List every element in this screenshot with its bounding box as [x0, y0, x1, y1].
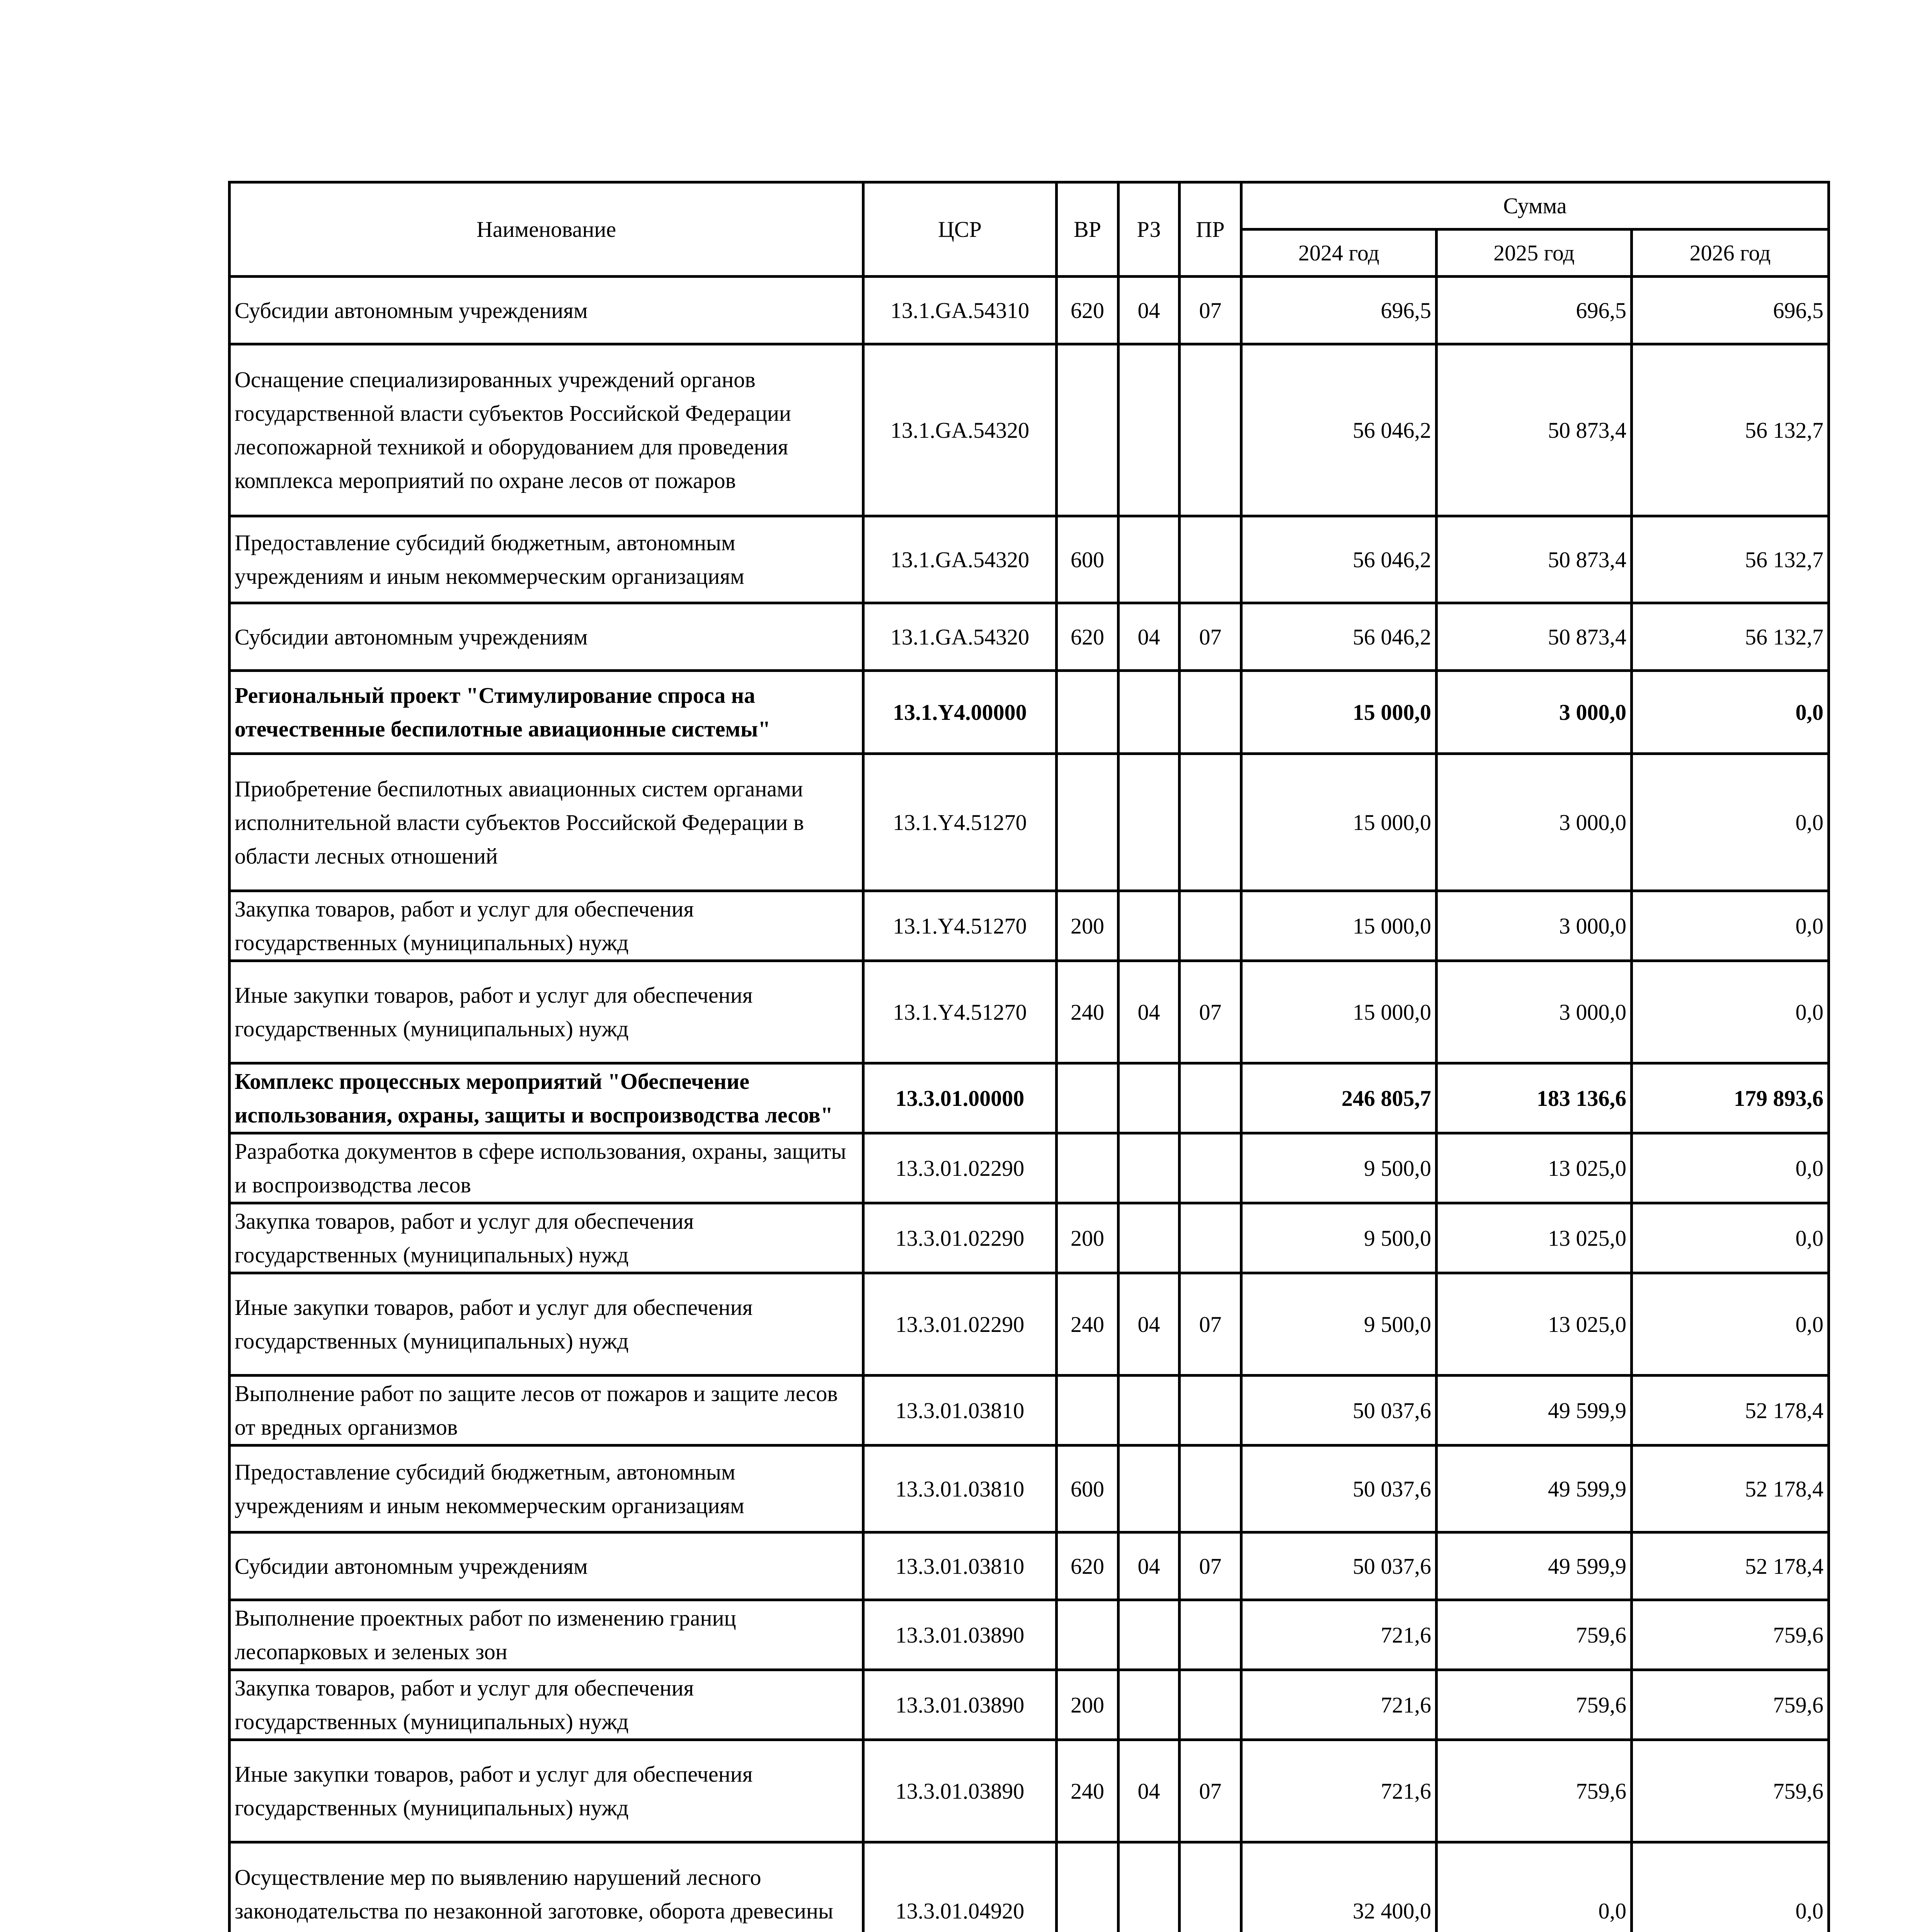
- row-sum-2026: 0,0: [1632, 754, 1829, 891]
- row-name: Выполнение работ по защите лесов от пожаров и защите лесов от вредных организмов: [230, 1376, 863, 1446]
- row-sum-2024: 56 046,2: [1241, 344, 1437, 516]
- table-row: [230, 1532, 1829, 1600]
- table-row: [230, 1203, 1829, 1273]
- row-vr: 600: [1057, 516, 1119, 603]
- row-rz: [1119, 1063, 1180, 1133]
- row-sum-2026: 759,6: [1632, 1600, 1829, 1670]
- row-sum-2026: 56 132,7: [1632, 516, 1829, 603]
- table-row: [230, 1446, 1829, 1532]
- row-name: Региональный проект "Стимулирование спроса на отечественные беспилотные авиационные системы": [230, 671, 863, 754]
- row-vr: 600: [1057, 1446, 1119, 1532]
- row-sum-2024: 50 037,6: [1241, 1376, 1437, 1446]
- row-pr: 07: [1180, 1740, 1241, 1842]
- row-pr: [1180, 1842, 1241, 1932]
- header-sum: Сумма: [1241, 182, 1829, 230]
- table-row: [230, 516, 1829, 603]
- row-name: Субсидии автономным учреждениям: [230, 603, 863, 671]
- row-sum-2026: 0,0: [1632, 1203, 1829, 1273]
- row-sum-2026: 0,0: [1632, 1273, 1829, 1376]
- header-rz: РЗ: [1119, 182, 1180, 277]
- row-pr: [1180, 1203, 1241, 1273]
- row-sum-2025: 49 599,9: [1437, 1532, 1632, 1600]
- row-pr: 07: [1180, 277, 1241, 344]
- row-pr: [1180, 1670, 1241, 1740]
- row-name: Иные закупки товаров, работ и услуг для обеспечения государственных (муниципальных) нужд: [230, 1273, 863, 1376]
- row-rz: [1119, 1203, 1180, 1273]
- row-pr: [1180, 754, 1241, 891]
- row-csr: 13.1.Y4.51270: [863, 891, 1057, 961]
- row-sum-2024: 721,6: [1241, 1600, 1437, 1670]
- table-row: [230, 1376, 1829, 1446]
- row-rz: [1119, 754, 1180, 891]
- table-row: [230, 1842, 1829, 1932]
- row-rz: [1119, 1600, 1180, 1670]
- row-sum-2025: 49 599,9: [1437, 1376, 1632, 1446]
- row-sum-2026: 0,0: [1632, 961, 1829, 1063]
- row-sum-2025: 696,5: [1437, 277, 1632, 344]
- row-name: Предоставление субсидий бюджетным, автономным учреждениям и иным некоммерческим организациям: [230, 1446, 863, 1532]
- table-row: [230, 1740, 1829, 1842]
- table-row: [230, 1670, 1829, 1740]
- row-sum-2024: 50 037,6: [1241, 1446, 1437, 1532]
- header-csr: ЦСР: [863, 182, 1057, 277]
- table-row: [230, 671, 1829, 754]
- row-name: Комплекс процессных мероприятий "Обеспечение использования, охраны, защиты и воспроизводства лесов": [230, 1063, 863, 1133]
- row-sum-2024: 9 500,0: [1241, 1273, 1437, 1376]
- row-sum-2024: 56 046,2: [1241, 603, 1437, 671]
- row-sum-2025: 50 873,4: [1437, 603, 1632, 671]
- row-rz: [1119, 1842, 1180, 1932]
- row-sum-2026: 56 132,7: [1632, 603, 1829, 671]
- row-name: Закупка товаров, работ и услуг для обеспечения государственных (муниципальных) нужд: [230, 1670, 863, 1740]
- table-row: [230, 603, 1829, 671]
- row-vr: 200: [1057, 891, 1119, 961]
- header-year-2026: 2026 год: [1632, 230, 1829, 277]
- row-pr: [1180, 1133, 1241, 1203]
- row-sum-2026: 759,6: [1632, 1740, 1829, 1842]
- row-csr: 13.1.Y4.51270: [863, 754, 1057, 891]
- header-year-2024: 2024 год: [1241, 230, 1437, 277]
- row-csr: 13.1.Y4.00000: [863, 671, 1057, 754]
- row-sum-2026: 52 178,4: [1632, 1532, 1829, 1600]
- row-sum-2024: 56 046,2: [1241, 516, 1437, 603]
- row-sum-2025: 13 025,0: [1437, 1273, 1632, 1376]
- row-rz: 04: [1119, 1740, 1180, 1842]
- budget-table: [228, 181, 1830, 1932]
- table-row: [230, 891, 1829, 961]
- table-row: [230, 961, 1829, 1063]
- row-vr: 200: [1057, 1203, 1119, 1273]
- row-csr: 13.3.01.03810: [863, 1532, 1057, 1600]
- header-vr: ВР: [1057, 182, 1119, 277]
- row-sum-2025: 13 025,0: [1437, 1203, 1632, 1273]
- row-name: Выполнение проектных работ по изменению границ лесопарковых и зеленых зон: [230, 1600, 863, 1670]
- row-vr: 620: [1057, 1532, 1119, 1600]
- row-sum-2024: 9 500,0: [1241, 1203, 1437, 1273]
- row-rz: [1119, 344, 1180, 516]
- row-sum-2026: 759,6: [1632, 1670, 1829, 1740]
- row-csr: 13.1.GA.54320: [863, 344, 1057, 516]
- row-sum-2026: 52 178,4: [1632, 1446, 1829, 1532]
- row-sum-2025: 759,6: [1437, 1670, 1632, 1740]
- row-sum-2025: 50 873,4: [1437, 344, 1632, 516]
- row-csr: 13.3.01.03890: [863, 1600, 1057, 1670]
- row-vr: 620: [1057, 603, 1119, 671]
- row-name: Разработка документов в сфере использования, охраны, защиты и воспроизводства лесов: [230, 1133, 863, 1203]
- row-rz: [1119, 516, 1180, 603]
- row-name: Закупка товаров, работ и услуг для обеспечения государственных (муниципальных) нужд: [230, 891, 863, 961]
- row-sum-2024: 15 000,0: [1241, 961, 1437, 1063]
- table-row: [230, 1063, 1829, 1133]
- row-rz: 04: [1119, 961, 1180, 1063]
- row-rz: 04: [1119, 1273, 1180, 1376]
- row-pr: 07: [1180, 1532, 1241, 1600]
- row-pr: [1180, 1446, 1241, 1532]
- row-vr: 240: [1057, 1740, 1119, 1842]
- header-row: [230, 182, 1829, 230]
- row-vr: 240: [1057, 1273, 1119, 1376]
- row-vr: [1057, 754, 1119, 891]
- row-sum-2024: 15 000,0: [1241, 891, 1437, 961]
- row-csr: 13.3.01.04920: [863, 1842, 1057, 1932]
- row-sum-2025: 759,6: [1437, 1740, 1632, 1842]
- row-sum-2026: 0,0: [1632, 1842, 1829, 1932]
- row-sum-2026: 56 132,7: [1632, 344, 1829, 516]
- table-row: [230, 1133, 1829, 1203]
- row-sum-2025: 50 873,4: [1437, 516, 1632, 603]
- row-sum-2025: 0,0: [1437, 1842, 1632, 1932]
- row-vr: [1057, 671, 1119, 754]
- row-rz: 04: [1119, 1532, 1180, 1600]
- row-name: Оснащение специализированных учреждений органов государственной власти субъектов Российской Федерации лесопожарной техникой и оборудованием для проведения комплекса мероприятий по охране лесов от пожаров: [230, 344, 863, 516]
- row-sum-2025: 759,6: [1437, 1600, 1632, 1670]
- row-name: Приобретение беспилотных авиационных систем органами исполнительной власти субъектов Российской Федерации в области лесных отношений: [230, 754, 863, 891]
- row-pr: [1180, 1376, 1241, 1446]
- row-pr: [1180, 891, 1241, 961]
- row-pr: [1180, 1063, 1241, 1133]
- row-name: Субсидии автономным учреждениям: [230, 277, 863, 344]
- row-rz: 04: [1119, 277, 1180, 344]
- row-rz: [1119, 1133, 1180, 1203]
- row-csr: 13.3.01.02290: [863, 1273, 1057, 1376]
- row-vr: [1057, 1842, 1119, 1932]
- row-csr: 13.3.01.02290: [863, 1203, 1057, 1273]
- row-name: Закупка товаров, работ и услуг для обеспечения государственных (муниципальных) нужд: [230, 1203, 863, 1273]
- row-vr: [1057, 1600, 1119, 1670]
- row-vr: [1057, 1376, 1119, 1446]
- row-sum-2024: 32 400,0: [1241, 1842, 1437, 1932]
- row-sum-2024: 15 000,0: [1241, 754, 1437, 891]
- row-rz: [1119, 1376, 1180, 1446]
- row-pr: 07: [1180, 603, 1241, 671]
- row-vr: 620: [1057, 277, 1119, 344]
- row-rz: [1119, 1446, 1180, 1532]
- row-name: Иные закупки товаров, работ и услуг для обеспечения государственных (муниципальных) нужд: [230, 961, 863, 1063]
- table-row: [230, 1600, 1829, 1670]
- row-sum-2025: 183 136,6: [1437, 1063, 1632, 1133]
- row-csr: 13.3.01.03810: [863, 1376, 1057, 1446]
- table-row: [230, 1273, 1829, 1376]
- row-sum-2025: 3 000,0: [1437, 891, 1632, 961]
- header-pr: ПР: [1180, 182, 1241, 277]
- row-sum-2024: 15 000,0: [1241, 671, 1437, 754]
- row-sum-2026: 52 178,4: [1632, 1376, 1829, 1446]
- row-rz: [1119, 671, 1180, 754]
- table-row: [230, 344, 1829, 516]
- row-csr: 13.1.GA.54320: [863, 603, 1057, 671]
- row-sum-2025: 3 000,0: [1437, 961, 1632, 1063]
- row-pr: 07: [1180, 1273, 1241, 1376]
- row-vr: [1057, 344, 1119, 516]
- row-sum-2026: 0,0: [1632, 671, 1829, 754]
- row-vr: 200: [1057, 1670, 1119, 1740]
- row-pr: [1180, 1600, 1241, 1670]
- row-csr: 13.3.01.03890: [863, 1670, 1057, 1740]
- row-name: Иные закупки товаров, работ и услуг для обеспечения государственных (муниципальных) нужд: [230, 1740, 863, 1842]
- row-csr: 13.3.01.03810: [863, 1446, 1057, 1532]
- row-sum-2026: 179 893,6: [1632, 1063, 1829, 1133]
- row-csr: 13.3.01.03890: [863, 1740, 1057, 1842]
- row-sum-2024: 721,6: [1241, 1740, 1437, 1842]
- row-name: Субсидии автономным учреждениям: [230, 1532, 863, 1600]
- row-sum-2025: 49 599,9: [1437, 1446, 1632, 1532]
- row-sum-2024: 9 500,0: [1241, 1133, 1437, 1203]
- row-sum-2024: 721,6: [1241, 1670, 1437, 1740]
- row-csr: 13.1.GA.54320: [863, 516, 1057, 603]
- row-pr: [1180, 344, 1241, 516]
- row-sum-2024: 246 805,7: [1241, 1063, 1437, 1133]
- row-csr: 13.1.Y4.51270: [863, 961, 1057, 1063]
- header-year-2025: 2025 год: [1437, 230, 1632, 277]
- row-sum-2026: 0,0: [1632, 1133, 1829, 1203]
- row-sum-2024: 696,5: [1241, 277, 1437, 344]
- row-csr: 13.3.01.00000: [863, 1063, 1057, 1133]
- row-pr: [1180, 671, 1241, 754]
- row-name: Предоставление субсидий бюджетным, автономным учреждениям и иным некоммерческим организациям: [230, 516, 863, 603]
- row-vr: [1057, 1063, 1119, 1133]
- row-rz: [1119, 891, 1180, 961]
- row-vr: 240: [1057, 961, 1119, 1063]
- row-sum-2024: 50 037,6: [1241, 1532, 1437, 1600]
- table-row: [230, 754, 1829, 891]
- row-rz: [1119, 1670, 1180, 1740]
- row-sum-2025: 3 000,0: [1437, 671, 1632, 754]
- row-csr: 13.3.01.02290: [863, 1133, 1057, 1203]
- row-sum-2026: 0,0: [1632, 891, 1829, 961]
- header-name: Наименование: [230, 182, 863, 277]
- row-rz: 04: [1119, 603, 1180, 671]
- row-csr: 13.1.GA.54310: [863, 277, 1057, 344]
- row-sum-2025: 3 000,0: [1437, 754, 1632, 891]
- row-sum-2026: 696,5: [1632, 277, 1829, 344]
- row-pr: 07: [1180, 961, 1241, 1063]
- row-name: Осуществление мер по выявлению нарушений лесного законодательства по незаконной заготовке, оборота древесины: [230, 1842, 863, 1932]
- row-sum-2025: 13 025,0: [1437, 1133, 1632, 1203]
- row-vr: [1057, 1133, 1119, 1203]
- row-pr: [1180, 516, 1241, 603]
- table-row: [230, 277, 1829, 344]
